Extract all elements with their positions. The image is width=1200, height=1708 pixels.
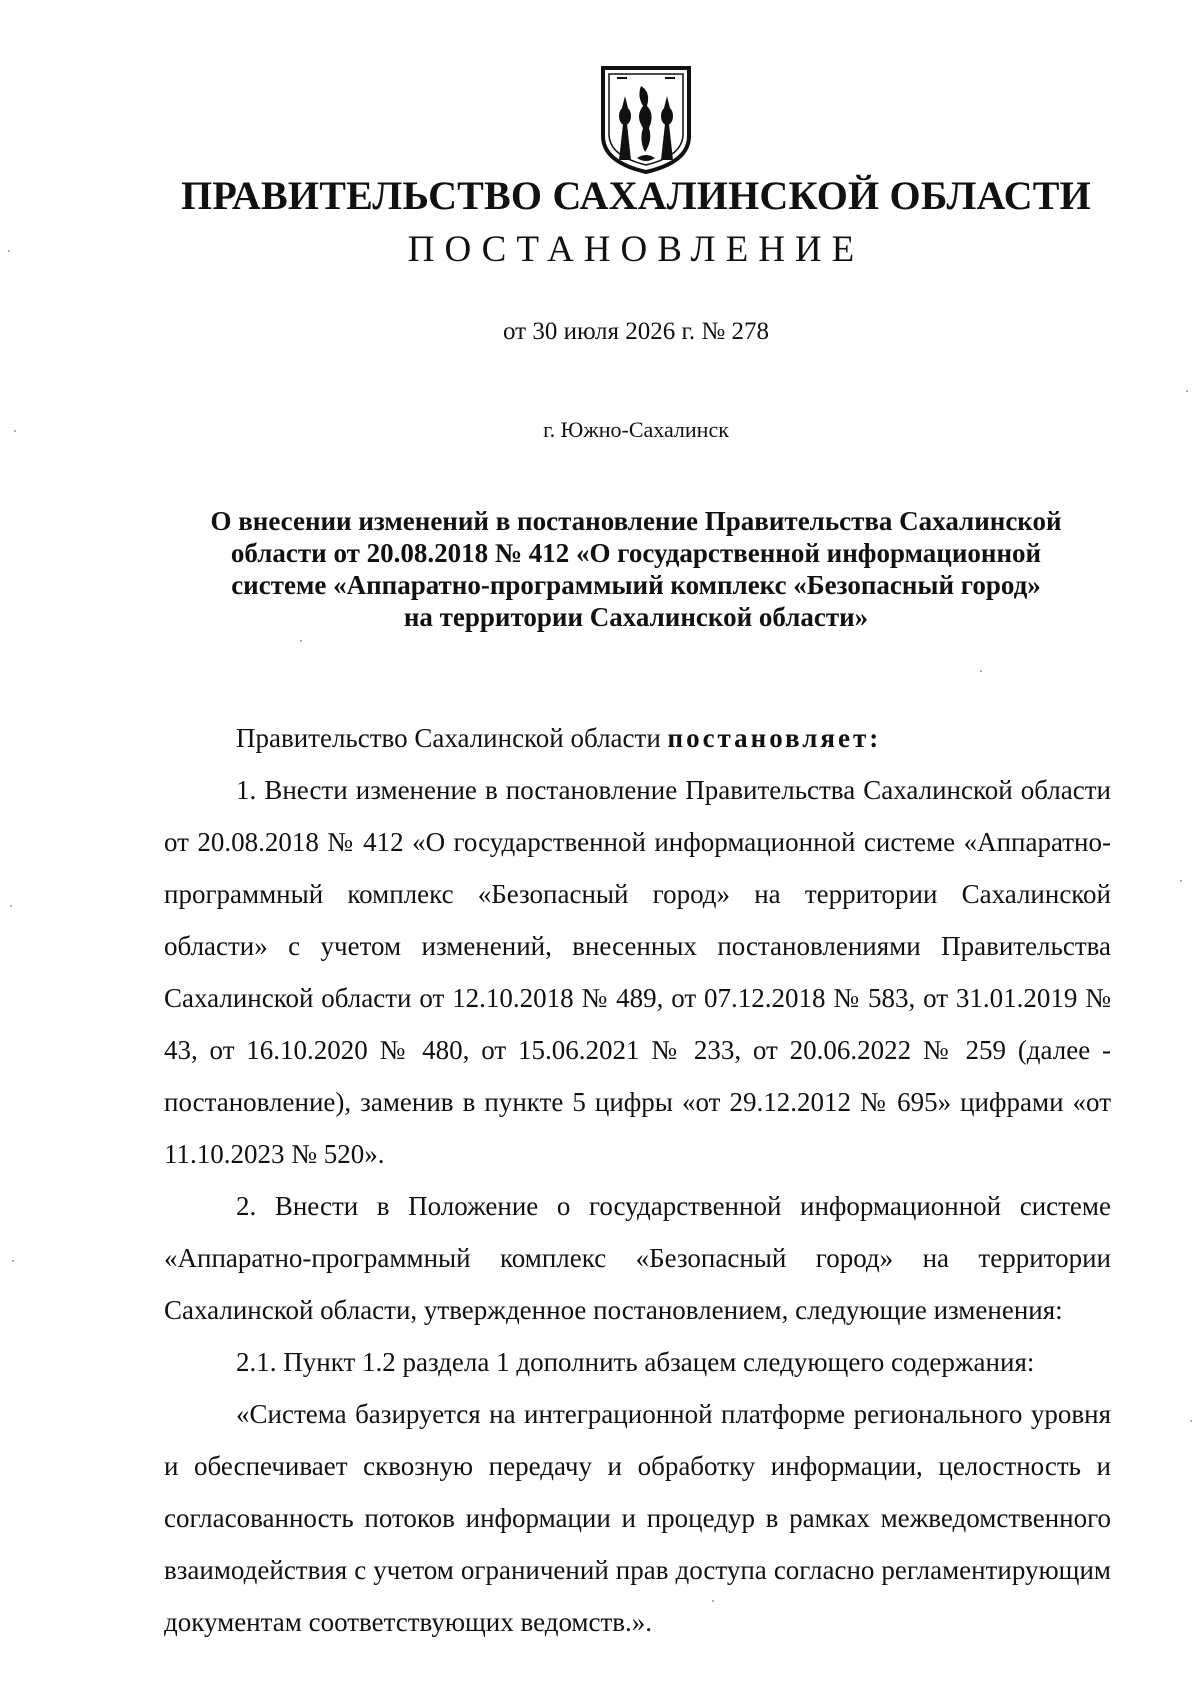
scan-speck [14,430,16,432]
scan-speck [300,640,302,642]
preamble-text: Правительство Сахалинской области [236,723,668,753]
document-date-number: от 30 июля 2026 г. № 278 [502,318,770,345]
document-type: ПОСТАНОВЛЕНИЕ [407,229,865,270]
paragraph-2-1: 2.1. Пункт 1.2 раздела 1 дополнить абзацем следующего содержания: [236,1347,1035,1377]
scan-speck [8,250,10,252]
scan-speck [1186,390,1188,392]
document-city: г. Южно-Сахалинск [543,417,729,442]
heading-line: системе «Аппаратно-программыий комплекс «Безопасный город» [231,570,1041,600]
scan-speck [1180,880,1182,882]
heading-line: на территории Сахалинской области» [403,602,869,632]
sakhalin-coat-of-arms-icon [597,66,695,174]
government-title: ПРАВИТЕЛЬСТВО САХАЛИНСКОЙ ОБЛАСТИ [181,173,1091,218]
preamble-keyword: постановляет: [667,723,882,753]
paragraph-2: 2. Внести в Положение о государственной информационной системе «Аппаратно-программный комплекс «Безопасный город» на территории Сахалинской области, утвержденное постановлением, следующие изменения: [164,1191,1111,1325]
scan-speck [12,1260,14,1262]
heading-line: области от 20.08.2018 № 412 «О государственной информационной [230,538,1042,568]
paragraph-quote: «Система базируется на интеграционной платформе регионального уровня и обеспечивает сквозную передачу и обработку информации, целостность и согласованность потоков информации и процедур в рамках межведомственного взаимодействия с учетом ограничений прав доступа согласно регламентирующим документам соответствующих ведомств.». [164,1399,1111,1637]
paragraph-1: 1. Внести изменение в постановление Правительства Сахалинской области от 20.08.2018 № 412 «О государственной информационной системе «Аппаратно-программный комплекс «Безопасный город» на территории Сахалинской области» с учетом изменений, внесенных постановлениями Правительства Сахалинской области от 12.10.2018 № 489, от 07.12.2018 № 583, от 31.01.2019 № 43, от 16.10.2020 № 480, от 15.06.2021 № 233, от 20.06.2022 № 259 (далее - постановление), заменив в пункте 5 цифры «от 29.12.2012 № 695» цифрами «от 11.10.2023 № 520». [164,775,1111,1169]
resolution-body [164,712,1111,1648]
scan-speck [10,905,12,907]
heading-line: О внесении изменений в постановление Правительства Сахалинской [210,506,1062,536]
preamble-paragraph [164,712,1111,764]
resolution-heading [170,505,1102,633]
scan-speck [1190,1420,1192,1422]
scan-speck [980,670,982,672]
scan-speck [712,1600,714,1602]
